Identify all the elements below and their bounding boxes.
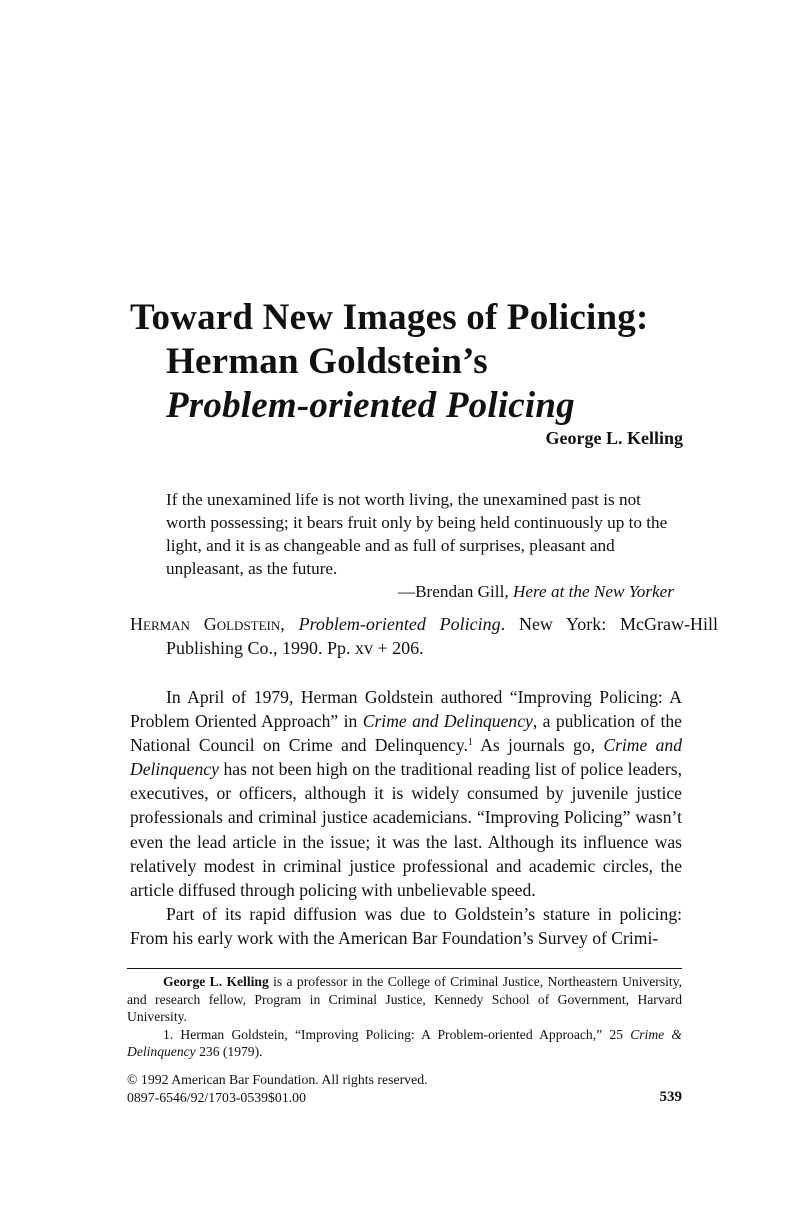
citation-title: Problem-oriented Policing	[298, 614, 501, 634]
footnote-1-text-b: 236 (1979).	[195, 1044, 263, 1059]
title-line-2: Herman Goldstein’s	[166, 341, 488, 382]
p1-text-d: has not been high on the traditional reading list of police leaders, executives, or officers, although it is widely consumed by juvenile justice professionals and criminal justice academicians. “Improving Policing” wasn’t even the lead article in the issue; it was the last. Although its influence was relatively modest in criminal justice professional and academic circles, the article diffused through policing with unbelievable speed.	[130, 759, 682, 900]
p1-text-b: , a publication of the National Council on Crime and Delinquency.	[130, 711, 682, 756]
epigraph-attribution	[166, 580, 676, 603]
p1-text-a: In April of 1979, Herman Goldstein authored “Improving Policing: A Problem Oriented Approach” in	[130, 687, 682, 732]
author-note-name: George L. Kelling	[163, 974, 269, 989]
footnote-divider	[127, 968, 682, 969]
attribution-work: Here at the New Yorker	[512, 582, 674, 601]
footnote-1	[127, 1026, 682, 1061]
body-paragraph-1	[130, 685, 682, 902]
p1-text-c: As journals go,	[472, 735, 604, 756]
epigraph	[166, 488, 676, 603]
title-line-1: Toward New Images of Policing:	[130, 297, 649, 338]
issn-code: 0897-6546/92/1703-0539$01.00	[127, 1089, 306, 1105]
article-body	[130, 685, 682, 950]
page-number: 539	[659, 1088, 682, 1105]
article-title	[130, 296, 730, 428]
body-paragraph-2: Part of its rapid diffusion was due to Goldstein’s stature in policing: From his early work with the American Bar Foundation’s Survey of Crimi-	[130, 903, 682, 948]
epigraph-text: If the unexamined life is not worth living, the unexamined past is not worth possessing; it bears fruit only by being held continuously up to the light, and it is as changeable and as full of surprises, pleasant and unpleasant, as the future.	[166, 490, 668, 578]
attribution-author: —Brendan Gill,	[397, 582, 513, 601]
journal-name: Crime and Delinquency	[130, 735, 682, 780]
footnotes	[127, 973, 682, 1061]
author-note-text: is a professor in the College of Criminal Justice, Northeastern University, and research fellow, Program in Criminal Justice, Kennedy School of Government, Harvard University.	[127, 974, 682, 1024]
journal-name: Crime and Delinquency	[362, 711, 533, 732]
footnote-marker[interactable]: 1	[467, 737, 473, 749]
title-line-3: Problem-oriented Policing	[166, 385, 575, 426]
citation-author: Herman Goldstein	[130, 614, 281, 634]
footnote-1-text-a: 1. Herman Goldstein, “Improving Policing: A Problem-oriented Approach,” 25	[163, 1026, 631, 1042]
footer-row	[127, 1089, 682, 1107]
book-citation: Herman Goldstein, Problem-oriented Policing. New York: McGraw-Hill Publishing Co., 1990. Pp. xv + 206.	[130, 614, 718, 658]
page-footer	[127, 1071, 682, 1106]
copyright-notice: © 1992 American Bar Foundation. All rights reserved.	[127, 1072, 428, 1087]
author-note	[127, 973, 682, 1026]
citation-publication: . New York: McGraw-Hill Publishing Co., 1990. Pp. xv + 206.	[166, 614, 718, 658]
footnote-1-journal: Crime & Delinquency	[127, 1026, 682, 1059]
article-author: George L. Kelling	[545, 428, 683, 448]
